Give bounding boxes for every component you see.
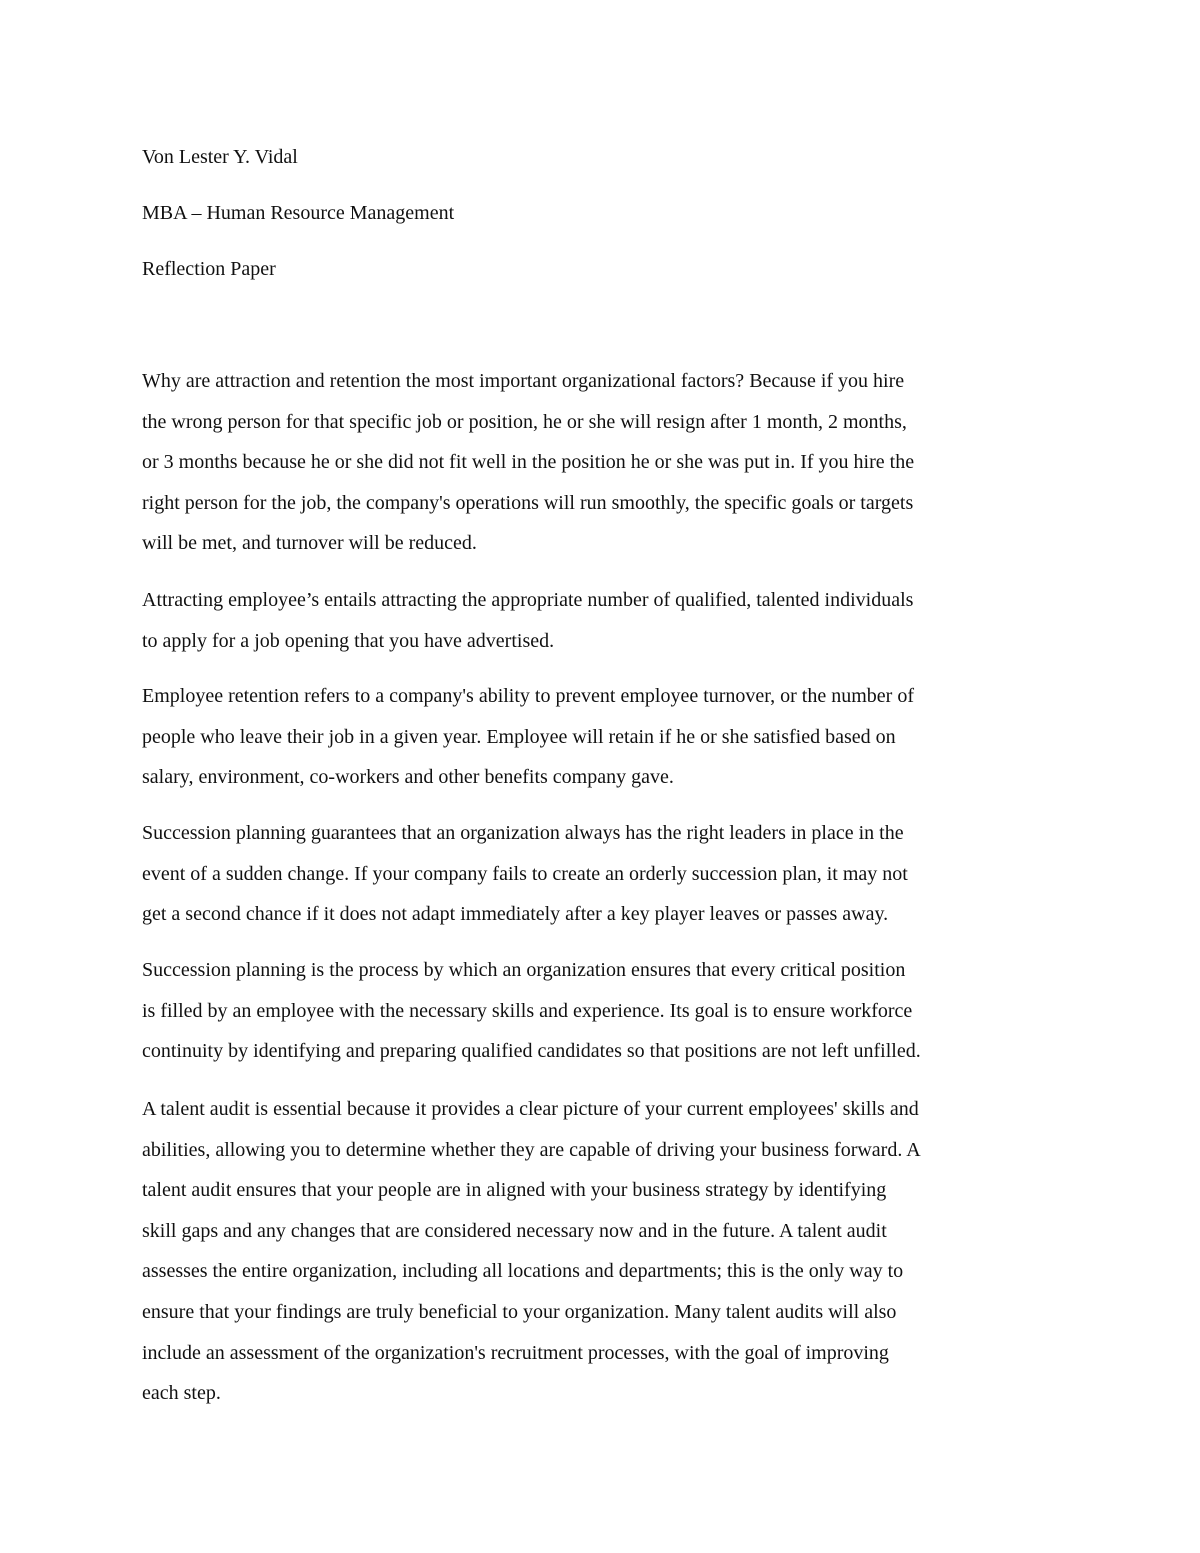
- document-type: Reflection Paper: [142, 258, 276, 280]
- paragraph-line: or 3 months because he or she did not fit well in the position he or she was put in. If you hire the: [142, 451, 915, 474]
- paragraph-line: abilities, allowing you to determine whether they are capable of driving your business forward. A: [142, 1138, 921, 1161]
- paragraph-line: A talent audit is essential because it provides a clear picture of your current employees' skills and: [142, 1098, 919, 1120]
- paragraph-line: Why are attraction and retention the most important organizational factors? Because if you hire: [142, 370, 905, 392]
- paragraph-line: right person for the job, the company's operations will run smoothly, the specific goals or targets: [142, 491, 914, 514]
- paragraph-line: people who leave their job in a given year. Employee will retain if he or she satisfied based on: [142, 725, 896, 748]
- paragraph-line: skill gaps and any changes that are considered necessary now and in the future. A talent audit: [142, 1219, 887, 1242]
- paragraph-line: the wrong person for that specific job or position, he or she will resign after 1 month, 2 months,: [142, 410, 907, 433]
- paragraph-attracting-employees: [142, 580, 1072, 661]
- paragraph-employee-retention: [142, 676, 1072, 798]
- paragraph-line: get a second chance if it does not adapt immediately after a key player leaves or passes away.: [142, 903, 889, 926]
- paragraph-line: event of a sudden change. If your company fails to create an orderly succession plan, it may not: [142, 862, 908, 885]
- paragraph-line: Attracting employee’s entails attracting the appropriate number of qualified, talented individuals: [142, 589, 914, 611]
- paragraph-line: continuity by identifying and preparing qualified candidates so that positions are not left unfilled.: [142, 1040, 921, 1063]
- paragraph-talent-audit: [142, 1089, 1072, 1414]
- paragraph-attraction-retention: [142, 361, 1072, 564]
- paragraph-line: talent audit ensures that your people are in aligned with your business strategy by identifying: [142, 1179, 887, 1202]
- paragraph-line: will be met, and turnover will be reduced.: [142, 532, 477, 555]
- paragraph-line: is filled by an employee with the necessary skills and experience. Its goal is to ensure workforce: [142, 999, 913, 1022]
- paragraph-line: salary, environment, co-workers and other benefits company gave.: [142, 766, 674, 789]
- paragraph-line: Succession planning is the process by which an organization ensures that every critical position: [142, 959, 906, 981]
- paragraph-line: to apply for a job opening that you have advertised.: [142, 629, 555, 652]
- paragraph-line: ensure that your findings are truly beneficial to your organization. Many talent audits will also: [142, 1300, 897, 1323]
- paragraph-line: each step.: [142, 1382, 221, 1405]
- paragraph-line: Succession planning guarantees that an organization always has the right leaders in place in the: [142, 822, 904, 844]
- program-name: MBA – Human Resource Management: [142, 202, 455, 224]
- paragraph-line: include an assessment of the organization's recruitment processes, with the goal of improving: [142, 1341, 889, 1364]
- paragraph-line: assesses the entire organization, including all locations and departments; this is the only way to: [142, 1260, 904, 1283]
- author-name: Von Lester Y. Vidal: [142, 146, 298, 168]
- paragraph-line: Employee retention refers to a company's ability to prevent employee turnover, or the number of: [142, 685, 914, 707]
- paragraph-succession-guarantees: [142, 813, 1072, 935]
- paragraph-succession-process: [142, 950, 1072, 1072]
